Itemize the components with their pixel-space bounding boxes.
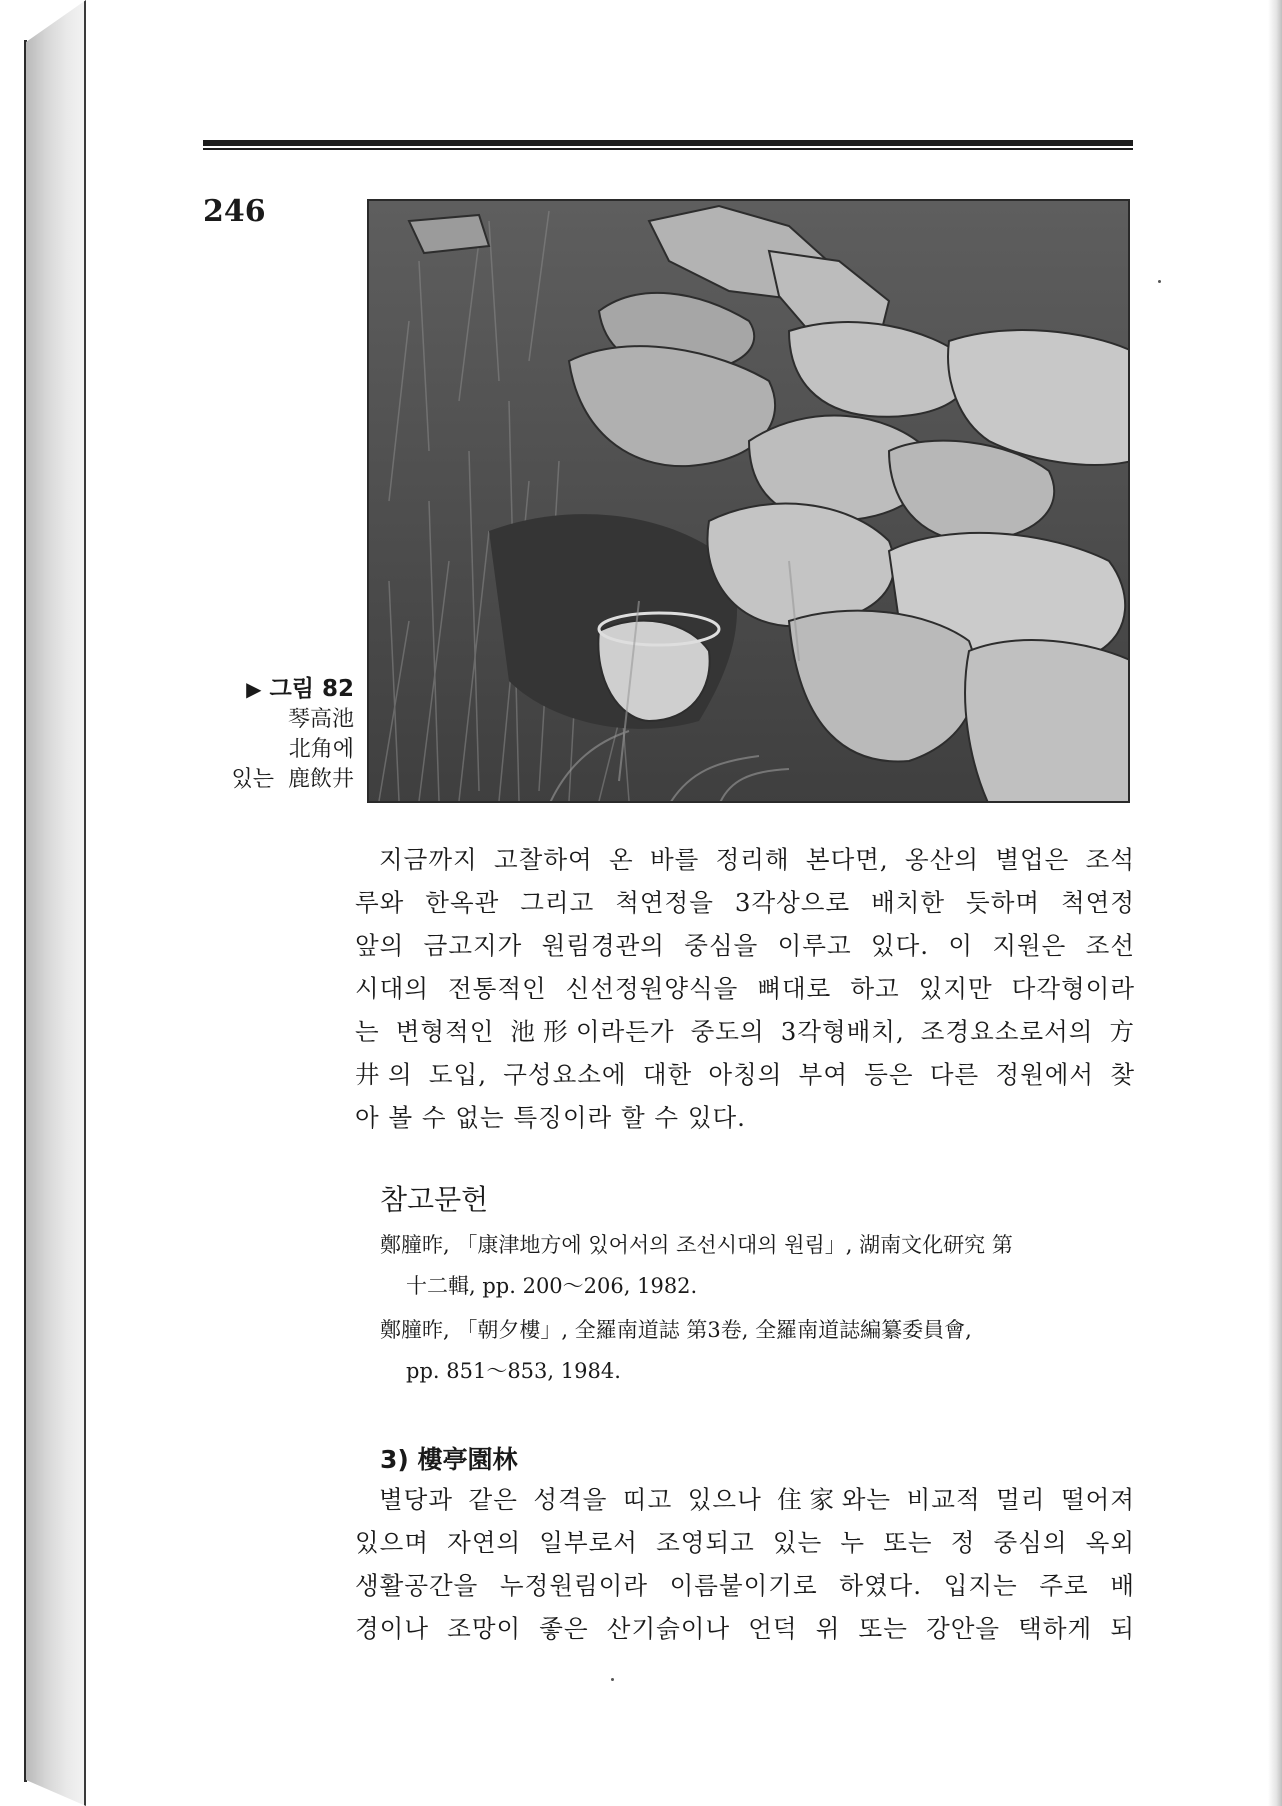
paragraph-line: 앞의 금고지가 원림경관의 중심을 이루고 있다. 이 지원은 조선 — [355, 931, 1135, 960]
speck — [611, 1678, 614, 1681]
header-rule — [203, 140, 1133, 146]
reference-line: pp. 851～853, 1984. — [406, 1359, 621, 1383]
triangle-right-icon: ▶ — [246, 677, 262, 701]
paragraph-line: 井의 도입, 구성요소에 대한 아칭의 부여 등은 다른 정원에서 찾 — [355, 1060, 1135, 1089]
paragraph-line: 별당과 같은 성격을 띠고 있으나 住家와는 비교적 멀리 떨어져 — [379, 1485, 1135, 1514]
reference-line: 十二輯, pp. 200～206, 1982. — [406, 1274, 698, 1298]
paragraph-line: 생활공간을 누정원림이라 이름붙이기로 하였다. 입지는 주로 배 — [355, 1571, 1135, 1600]
caption-line-1: 琴高池 — [287, 707, 354, 732]
body-paragraph-1 — [355, 838, 1135, 1139]
header-rule-thin — [203, 148, 1133, 150]
paragraph-line: 지금까지 고찰하여 온 바를 정리해 본다면, 옹산의 별업은 조석 — [379, 845, 1135, 874]
body-paragraph-2 — [355, 1478, 1135, 1650]
paragraph-line: 루와 한옥관 그리고 척연정을 3각상으로 배치한 듯하며 척연정 — [355, 888, 1135, 917]
reference-item — [380, 1310, 1140, 1392]
references-heading: 참고문헌 — [380, 1183, 489, 1216]
caption-line-3: 있는 鹿飲井 — [231, 767, 354, 792]
book-spine — [26, 0, 86, 1806]
caption-line-2: 北角에 — [288, 737, 354, 762]
page-number: 246 — [203, 194, 266, 229]
paragraph-line: 는 변형적인 池形이라든가 중도의 3각형배치, 조경요소로서의 方 — [355, 1017, 1135, 1046]
reference-line: 鄭膧昨, 「康津地方에 있어서의 조선시대의 원림」, 湖南文化研究 第 — [380, 1233, 1013, 1257]
figure-label: 그림 82 — [269, 676, 354, 702]
page-right-edge — [1268, 0, 1282, 1806]
paragraph-line: 있으며 자연의 일부로서 조영되고 있는 누 또는 정 중심의 옥외 — [355, 1528, 1135, 1557]
stone-well-photo-icon — [369, 201, 1130, 803]
figure-caption — [232, 674, 355, 795]
reference-item — [380, 1225, 1140, 1307]
figure-label-line — [232, 674, 355, 705]
paragraph-line: 아 볼 수 없는 특징이라 할 수 있다. — [355, 1103, 746, 1132]
figure-photo — [367, 199, 1130, 803]
paragraph-line: 시대의 전통적인 신선정원양식을 뼈대로 하고 있지만 다각형이라 — [355, 974, 1135, 1003]
reference-line: 鄭膧昨, 「朝夕樓」, 全羅南道誌 第3卷, 全羅南道誌編纂委員會, — [380, 1318, 972, 1342]
paragraph-line: 경이나 조망이 좋은 산기슭이나 언덕 위 또는 강안을 택하게 되 — [355, 1614, 1135, 1643]
speck — [1158, 280, 1161, 283]
section-heading: 3) 樓亭園林 — [380, 1445, 518, 1474]
